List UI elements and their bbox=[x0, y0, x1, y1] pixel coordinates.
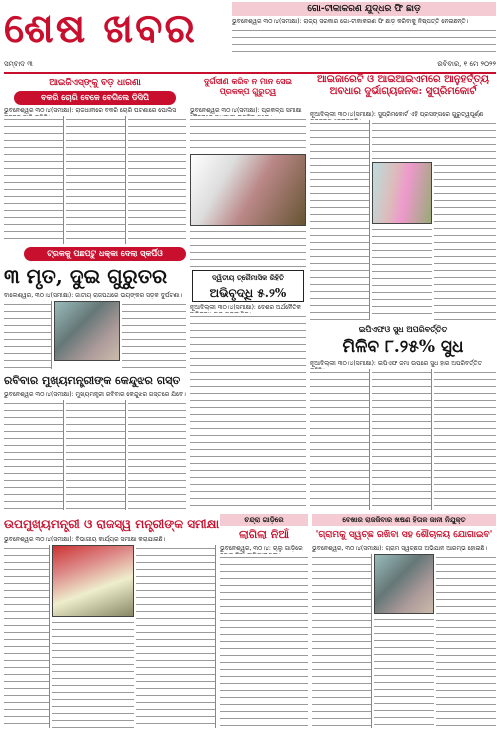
story6-body-col1 bbox=[310, 120, 370, 320]
story8-body-col2 bbox=[52, 619, 134, 728]
page-date: ରବିବାର, ୧ ମେ ୨୦୨୨ bbox=[437, 60, 496, 68]
story5-headline: ଅଭିବୃଦ୍ଧି ୫.୨% bbox=[209, 286, 287, 300]
page-number: ସମ୍ବାଦ ୩ bbox=[4, 60, 33, 68]
story7-body-col2 bbox=[372, 369, 432, 510]
story4-body-2 bbox=[190, 228, 306, 268]
story4-lead: ଭୁବନେଶ୍ୱର ୩୦।୪(ସମୀକ୍ଷା): ପ୍ରକଳ୍ପ ସମୀକ୍ଷା bbox=[190, 107, 302, 114]
story10-headline: 'ଗ୍ରାମକୁ ସ୍ୱଚ୍ଛ ରଖିବା ସହ ଶୌଚାଳୟ ଯୋଗାଇବ' bbox=[315, 530, 493, 540]
review-meeting-photo bbox=[52, 545, 134, 617]
story6-body-col3 bbox=[434, 162, 496, 320]
village-photo bbox=[374, 554, 434, 614]
story3-body-col2 bbox=[66, 400, 126, 510]
story6-lead: ନୂଆଦିଲ୍ଲୀ ୩୦।୪(ସମୀକ୍ଷା): ସୁପ୍ରିମକୋର୍ଟ ଏହି ପ୍ରସଙ୍ଗରେ ଗୁରୁତ୍ୱପୂର୍ଣ୍ଣ bbox=[310, 111, 484, 118]
story3-body-col1 bbox=[4, 400, 64, 510]
story8-body-col3 bbox=[136, 545, 216, 728]
story6-body-col2 bbox=[372, 120, 496, 160]
story1-kicker: ଆଇଜିଏସ୍‌ଙ୍କୁ ବଡ଼ ଧାରଣା bbox=[49, 78, 141, 88]
top-right-body bbox=[232, 27, 496, 57]
story7-lead: ନୂଆଦିଲ୍ଲୀ ୩୦।୪(ସମୀକ୍ଷା): ଇପିଏଫ ଜମା ଉପରେ ସୁଧ ହାର ଅପରିବର୍ତ୍ତିତ bbox=[310, 360, 482, 367]
story8-body-col1 bbox=[4, 545, 50, 728]
story10-kicker: ବେଖାର ରାଜଜିବାର ଖଷଣ ହିତାଳ ଜାନୀ ନିଯୁକ୍ତ bbox=[312, 514, 496, 526]
top-right-headline: ଗୋ-ଟୀକାକରଣ ଯୁଦ୍ଧର ଫି ଛାଡ଼ bbox=[232, 2, 496, 16]
story2-headline: ୩ ମୃତ, ଦୁଇ ଗୁରୁତର bbox=[4, 264, 168, 288]
story5-body bbox=[190, 313, 306, 510]
story9-headline: ଲାଗିଲା ନିଆଁ bbox=[238, 528, 290, 541]
story6-body-col4 bbox=[372, 226, 432, 320]
story8-headline: ଉପମୁଖ୍ୟମନ୍ତ୍ରୀ ଓ ରାଜସ୍ୱ ମନ୍ତ୍ରୀଙ୍କ ସମୀକ୍ଷା bbox=[4, 517, 220, 531]
story10-body-col2 bbox=[374, 616, 434, 728]
story3-body-col3 bbox=[128, 400, 186, 510]
story5-lead: ନୂଆଦିଲ୍ଲୀ ୩୦।୪(ସମୀକ୍ଷା): ଦେଶର ଅର୍ଥନୈତିକ bbox=[190, 304, 301, 311]
story2-lead: ବାଲେଶ୍ୱର, ୩୦।୪(ସମୀକ୍ଷା): ଜାତୀୟ ରାଜପଥରେ ଭୟଙ୍କର ସଡ଼କ ଦୁର୍ଘଟଣା। bbox=[4, 292, 183, 299]
story1-body-col1 bbox=[4, 116, 64, 244]
story2-body-col2 bbox=[122, 301, 186, 369]
story7-kicker: ଇପିଏଫଓ ସୁଧ ଅପରିବର୍ତ୍ତିତ bbox=[358, 325, 448, 334]
story9-kicker: ଚନ୍ଦ୍ରା ଗାଡ଼ିରେ bbox=[220, 514, 308, 526]
meeting-photo bbox=[190, 154, 306, 226]
story3-headline: ରବିବାର ମୁଖ୍ୟମନ୍ତ୍ରୀଙ୍କ କେନ୍ଦୁଝର ଗସ୍ତ bbox=[4, 374, 181, 387]
story9-lead: ଭୁବନେଶ୍ୱର, ୩୦।୪: ଚାଲୁ ଗାଡ଼ିରେ bbox=[220, 545, 303, 552]
accident-photo bbox=[54, 301, 120, 361]
story10-body-col1 bbox=[312, 554, 372, 728]
story8-lead: ଭୁବନେଶ୍ୱର ୩୦।୪(ସମୀକ୍ଷା): ବିଭାଗୀୟ କାର୍ଯ୍ୟର ସମୀକ୍ଷା କରାଯାଇଛି। bbox=[4, 536, 166, 543]
story3-lead: ଭୁବନେଶ୍ୱର ୩୦।୪(ସମୀକ୍ଷା): ମୁଖ୍ୟମନ୍ତ୍ରୀ ରବିବାର କେନ୍ଦୁଝର ଗସ୍ତରେ ଯିବେ। bbox=[4, 391, 186, 398]
story10-body-col3 bbox=[436, 554, 496, 728]
story1-lead: ଭୁବନେଶ୍ୱର ୩୦।୪(ସମୀକ୍ଷା): ରାଜଧାନୀରେ ବକରି ଚୋରି ଘଟଣାରେ ପୋଲିସ bbox=[4, 107, 177, 114]
story6-headline: ଆଇଜାରେଟି ଓ ଆଇଆଇଏମରେ ଆନୁହର୍ତ୍ତ୍ୟ ଅବଧାର ଦୁର୍ଭାଗ୍ୟଜନକ: ସୁପ୍ରିମକୋର୍ଟ bbox=[316, 74, 490, 97]
story1-body-col2 bbox=[66, 116, 126, 244]
story4-headline: ଦୁର୍ଗସୀଣ କରିବ ନ ମାନ ସେଇ ପ୍ରକଳ୍ପ ଗୁରୁତ୍ୱ bbox=[204, 76, 292, 96]
story4-body bbox=[190, 116, 306, 152]
story2-kicker: ଟ୍ରକକୁ ପଛପଟୁ ଧକ୍କା ଦେଲା ସ୍କର୍ପିଓ bbox=[24, 247, 186, 261]
story10-lead: ଭୁବନେଶ୍ୱର, ୩୦।୪(ସମୀକ୍ଷା): ଗ୍ରାମ ସ୍ୱଚ୍ଛତା ଅଭିଯାନ ଆରମ୍ଭ ହୋଇଛି। bbox=[312, 545, 487, 552]
story5-kicker: ଦ୍ୱିତୀୟ ତ୍ରୈମାସିକ ରିହିତି bbox=[211, 274, 285, 282]
story1-body-col3 bbox=[128, 116, 186, 244]
story2-body-col1 bbox=[4, 301, 52, 369]
story1-headline: ବକରି ଚୋରି ବେଳେ ବେଗିଲେ ଡିସିପି bbox=[14, 91, 176, 105]
story7-body-col3 bbox=[434, 369, 496, 510]
supreme-court-photo bbox=[372, 162, 432, 224]
masthead-title: ଶେଷ ଖବର bbox=[4, 5, 197, 52]
top-right-lead: ଭୁବନେଶ୍ୱର ୩୦।୪(ସମୀକ୍ଷା): ରାଜ୍ୟ ସରକାର ଗୋ-ଟୀକାକରଣ ଫି ଛାଡ଼ କରିବାକୁ ନିଷ୍ପତ୍ତି ନେଇଛନ୍ତି। bbox=[232, 18, 469, 25]
story7-headline: ମିଳିବ ୮.୨୫% ସୁଧ bbox=[342, 337, 464, 357]
story9-body bbox=[220, 554, 308, 728]
story7-body-col1 bbox=[310, 369, 370, 510]
